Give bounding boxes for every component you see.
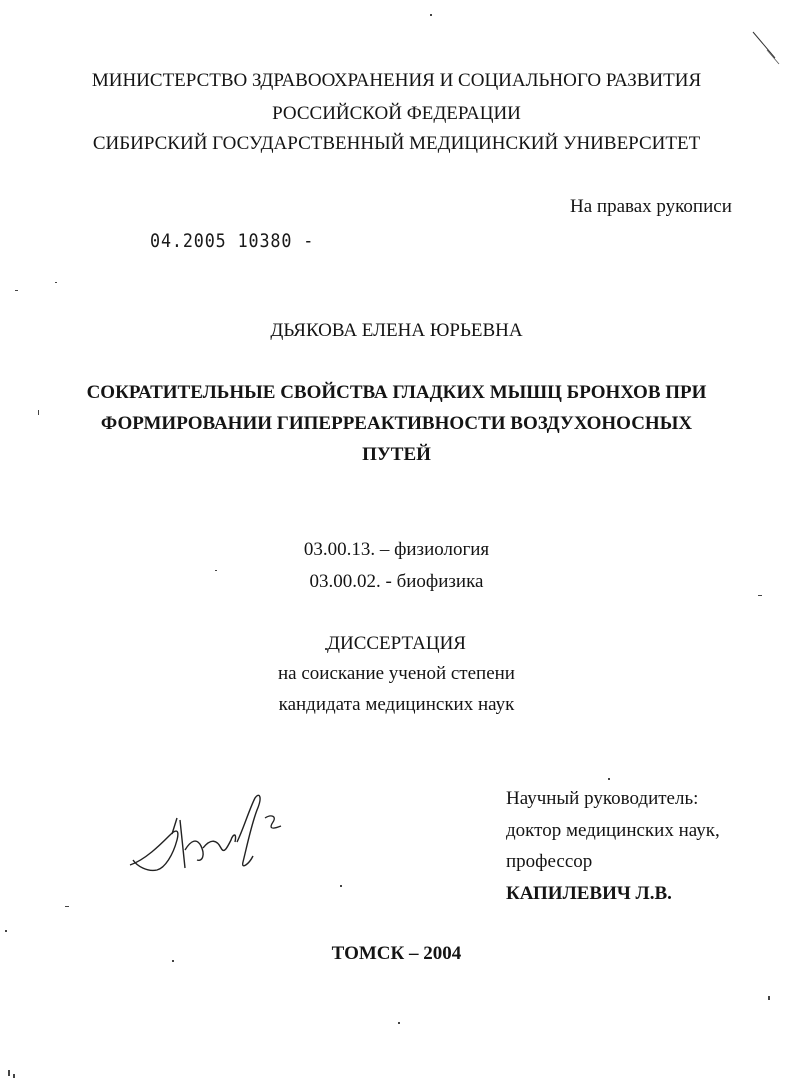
thesis-purpose-line-2: кандидата медицинских наук — [278, 694, 515, 715]
scan-speck — [608, 778, 610, 780]
scan-speck — [768, 996, 770, 1000]
scan-speck — [398, 1022, 400, 1024]
supervisor-label: Научный руководитель: — [506, 788, 699, 809]
scan-speck — [172, 960, 174, 962]
scan-mark-corner — [745, 28, 785, 68]
university-name: СИБИРСКИЙ ГОСУДАРСТВЕННЫЙ МЕДИЦИНСКИЙ УНИВЕРСИТЕТ — [92, 133, 701, 154]
scan-speck — [15, 290, 18, 291]
city-year: ТОМСК – 2004 — [331, 943, 462, 964]
scan-speck — [325, 648, 327, 650]
ministry-line-2: РОССИЙСКОЙ ФЕДЕРАЦИИ — [272, 103, 521, 124]
title-line-2: ФОРМИРОВАНИИ ГИПЕРРЕАКТИВНОСТИ ВОЗДУХОНОСНЫХ — [100, 413, 693, 434]
signature-stroke-tail — [203, 835, 236, 850]
supervisor-name: КАПИЛЕВИЧ Л.В. — [506, 883, 672, 904]
title-line-3: ПУТЕЙ — [362, 444, 431, 465]
registration-stamp: 04.2005 10380 - — [150, 230, 315, 252]
author-name: ДЬЯКОВА ЕЛЕНА ЮРЬЕВНА — [270, 320, 523, 341]
scan-speck — [8, 1070, 10, 1076]
scan-speck — [55, 282, 57, 283]
scan-speck — [340, 885, 342, 887]
scan-speck — [430, 14, 432, 16]
specialty-1: 03.00.13. – физиология — [303, 539, 490, 560]
supervisor-rank: профессор — [506, 851, 593, 872]
handwritten-signature-icon — [125, 790, 295, 880]
scan-speck — [5, 930, 7, 932]
scan-speck — [13, 1074, 15, 1078]
signature-stroke-end — [265, 816, 281, 828]
thesis-type: ДИССЕРТАЦИЯ — [327, 633, 466, 654]
ministry-line-1: МИНИСТЕРСТВО ЗДРАВООХРАНЕНИЯ И СОЦИАЛЬНОГО РАЗВИТИЯ — [91, 70, 702, 91]
scan-speck — [758, 595, 762, 596]
title-line-1: СОКРАТИТЕЛЬНЫЕ СВОЙСТВА ГЛАДКИХ МЫШЦ БРОНХОВ ПРИ — [86, 382, 707, 403]
scan-speck — [215, 570, 217, 571]
specialty-2: 03.00.02. - биофизика — [309, 571, 484, 592]
supervisor-degree: доктор медицинских наук, — [506, 820, 720, 841]
signature-stroke-flourish — [237, 795, 260, 865]
thesis-purpose-line-1: на соискание ученой степени — [278, 663, 515, 684]
scan-speck — [38, 410, 39, 415]
manuscript-note: На правах рукописи — [570, 196, 732, 217]
scan-speck — [65, 906, 69, 907]
signature-stroke-loop — [130, 831, 178, 870]
